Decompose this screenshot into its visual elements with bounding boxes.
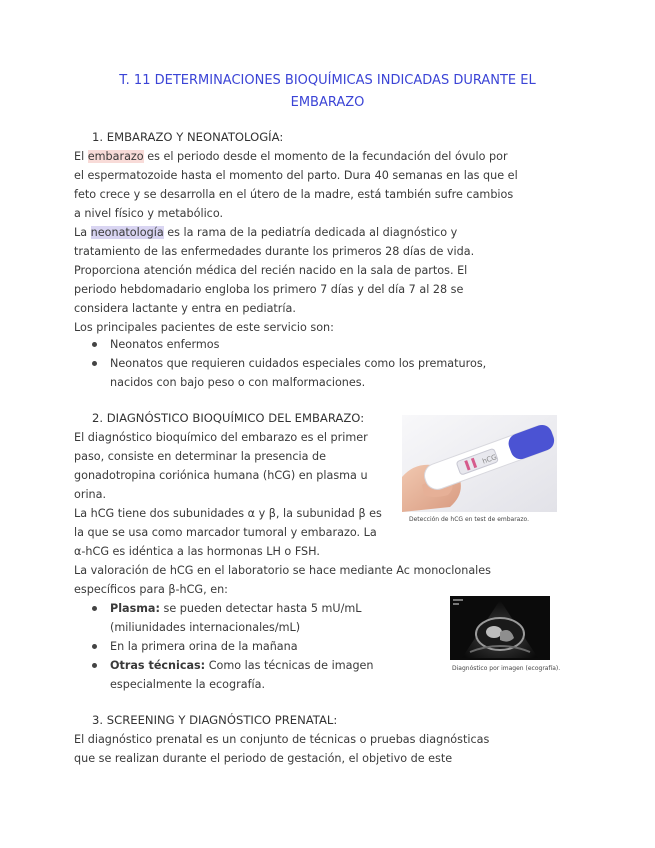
paragraph-line: La valoración de hCG en el laboratorio se hace mediante Ac monoclonales <box>74 564 492 577</box>
section-2-heading: 2. DIAGNÓSTICO BIOQUÍMICO DEL EMBARAZO: <box>92 411 365 425</box>
text-fragment: es la rama de la pediatría dedicada al diagnóstico y <box>163 226 458 239</box>
paragraph-line: paso, consiste en determinar la presencia de <box>74 450 327 463</box>
paragraph-line: específicos para β-hCG, en: <box>74 583 228 596</box>
list-item-continuation: nacidos con bajo peso o con malformaciones. <box>110 376 366 389</box>
paragraph-line: feto crece y se desarrolla en el útero de la madre, está también sufre cambios <box>74 188 514 201</box>
bullet-dot <box>92 644 97 649</box>
caption-pregnancy-test: Detección de hCG en test de embarazo. <box>409 516 529 523</box>
list-item <box>110 656 374 675</box>
pregnancy-test-icon <box>402 415 557 512</box>
list-item-continuation: (miliunidades internacionales/mL) <box>110 621 301 634</box>
section-3-heading: 3. SCREENING Y DIAGNÓSTICO PRENATAL: <box>92 713 338 727</box>
paragraph-line: que se realizan durante el periodo de gestación, el objetivo de este <box>74 752 453 765</box>
text-fragment: Como las técnicas de imagen <box>205 659 374 672</box>
text-fragment: es el periodo desde el momento de la fecundación del óvulo por <box>143 150 508 163</box>
bullet-dot <box>92 663 97 668</box>
paragraph-line: considera lactante y entra en pediatría. <box>74 302 296 315</box>
paragraph-line <box>74 223 457 242</box>
paragraph-line: a nivel físico y metabólico. <box>74 207 224 220</box>
paragraph-line: tratamiento de las enfermedades durante los primeros 28 días de vida. <box>74 245 475 258</box>
paragraph-line <box>74 147 508 166</box>
list-item: Neonatos enfermos <box>110 338 220 351</box>
paragraph-line: Proporciona atención médica del recién nacido en la sala de partos. El <box>74 264 468 277</box>
paragraph-line: Los principales pacientes de este servicio son: <box>74 321 334 334</box>
ultrasound-image <box>450 596 550 660</box>
section-1-heading: 1. EMBARAZO Y NEONATOLOGÍA: <box>92 130 284 144</box>
text-fragment: El <box>74 150 88 163</box>
paragraph-line: El diagnóstico prenatal es un conjunto de técnicas o pruebas diagnósticas <box>74 733 490 746</box>
paragraph-line: el espermatozoide hasta el momento del parto. Dura 40 semanas en las que el <box>74 169 518 182</box>
title-line-2: EMBARAZO <box>290 95 365 110</box>
bullet-dot <box>92 342 97 347</box>
list-item-continuation: especialmente la ecografía. <box>110 678 266 691</box>
document-title <box>60 70 595 114</box>
highlight-neonatologia: neonatología <box>90 226 164 239</box>
highlight-embarazo: embarazo <box>87 150 144 163</box>
title-line-1: T. 11 DETERMINACIONES BIOQUÍMICAS INDICADAS DURANTE EL <box>119 73 536 88</box>
bullet-dot <box>92 606 97 611</box>
paragraph-line: α-hCG es idéntica a las hormonas LH o FSH. <box>74 545 320 558</box>
paragraph-line: periodo hebdomadario engloba los primero 7 días y del día 7 al 28 se <box>74 283 464 296</box>
text-fragment: se pueden detectar hasta 5 mU/mL <box>159 602 362 615</box>
paragraph-line: orina. <box>74 488 107 501</box>
pregnancy-test-image <box>402 415 557 512</box>
text-fragment: La <box>74 226 91 239</box>
paragraph-line: la que se usa como marcador tumoral y embarazo. La <box>74 526 377 539</box>
list-item: En la primera orina de la mañana <box>110 640 298 653</box>
list-item: Neonatos que requieren cuidados especiales como los prematuros, <box>110 357 487 370</box>
paragraph-line: La hCG tiene dos subunidades α y β, la subunidad β es <box>74 507 382 520</box>
list-item-label: Otras técnicas: <box>110 659 206 672</box>
paragraph-line: gonadotropina coriónica humana (hCG) en plasma u <box>74 469 368 482</box>
caption-ultrasound: Diagnóstico por imagen (ecografía). <box>452 665 561 672</box>
list-item-label: Plasma: <box>110 602 160 615</box>
paragraph-line: El diagnóstico bioquímico del embarazo es el primer <box>74 431 368 444</box>
ultrasound-icon <box>450 596 550 660</box>
test-window-label: hCG <box>481 453 498 466</box>
bullet-dot <box>92 361 97 366</box>
list-item <box>110 599 362 618</box>
